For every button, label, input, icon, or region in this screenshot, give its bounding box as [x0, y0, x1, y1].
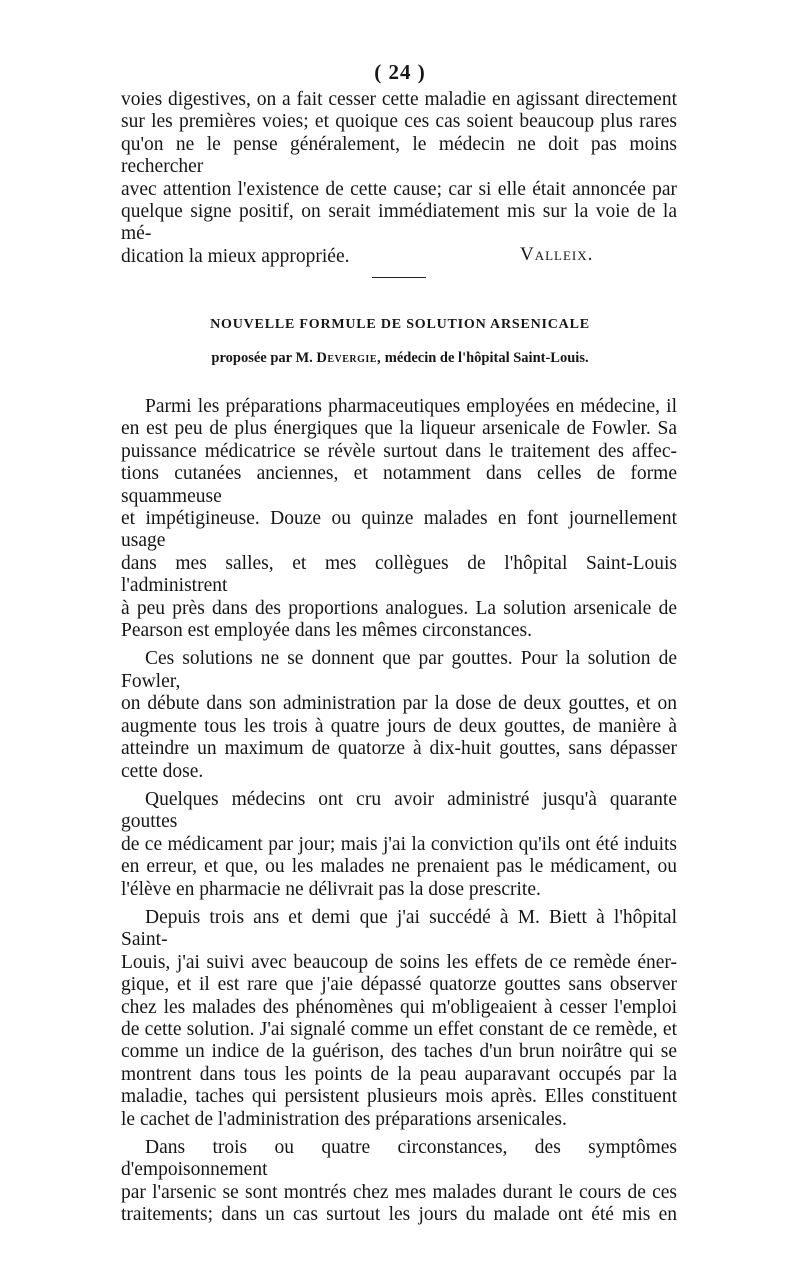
text-line: en est peu de plus énergiques que la liqueur arsenicale de Fowler. Sa: [121, 418, 677, 440]
page-number: ( 24 ): [374, 60, 426, 84]
subtitle-suffix: médecin de l'hôpital Saint-Louis.: [384, 350, 589, 366]
text-line: à peu près dans des proportions analogues. La solution arsenicale de: [121, 597, 677, 619]
text-line: par l'arsenic se sont montrés chez mes malades durant le cours de ces: [121, 1181, 677, 1203]
text-line: tions cutanées anciennes, et notamment dans celles de forme squammeuse: [121, 463, 677, 507]
text-line: Ces solutions ne se donnent que par gouttes. Pour la solution de Fowler,: [121, 648, 677, 692]
article-subtitle: [0, 350, 800, 367]
body-paragraph: [121, 396, 677, 642]
text-line: quelque signe positif, on serait immédiatement mis sur la voie de la mé-: [121, 201, 677, 245]
text-line: Dans trois ou quatre circonstances, des symptômes d'empoisonnement: [121, 1137, 677, 1181]
subtitle-author: Devergie,: [316, 350, 382, 366]
text-line: de ce médicament par jour; mais j'ai la conviction qu'ils ont été induits: [121, 833, 677, 855]
body-paragraph: [121, 907, 677, 1131]
text-line: on débute dans son administration par la dose de deux gouttes, et on: [121, 693, 677, 715]
text-line: l'élève en pharmacie ne délivrait pas la dose prescrite.: [121, 878, 541, 900]
text-line: gique, et il est rare que j'aie dépassé quatorze gouttes sans observer: [121, 974, 677, 996]
subtitle-prefix: proposée par M.: [211, 350, 313, 366]
text-line: puissance médicatrice se révèle surtout dans le traitement des affec-: [121, 440, 677, 462]
article-title: NOUVELLE FORMULE DE SOLUTION ARSENICALE: [210, 317, 590, 332]
intro-paragraph: [121, 89, 677, 268]
text-line: dans mes salles, et mes collègues de l'hôpital Saint-Louis l'administrent: [121, 552, 677, 597]
section-divider: [372, 277, 426, 278]
text-line: Parmi les préparations pharmaceutiques employées en médecine, il: [145, 396, 677, 417]
body-paragraph: [121, 1137, 677, 1227]
text-line: augmente tous les trois à quatre jours de deux gouttes, de manière à: [121, 715, 677, 737]
text-line: le cachet de l'administration des préparations arsenicales.: [121, 1108, 567, 1130]
text-line: comme un indice de la guérison, des taches d'un brun noirâtre qui se: [121, 1041, 677, 1063]
text-line: maladie, taches qui persistent plusieurs mois après. Elles constituent: [121, 1086, 677, 1108]
text-line: chez les malades des phénomènes qui m'obligeaient à cesser l'emploi: [121, 996, 677, 1018]
text-line: sur les premières voies; et quoique ces cas soient beaucoup plus rares: [121, 111, 677, 133]
text-line: qu'on ne le pense généralement, le médecin ne doit pas moins rechercher: [121, 133, 677, 178]
text-line: Louis, j'ai suivi avec beaucoup de soins les effets de ce remède éner-: [121, 951, 677, 973]
text-line: de cette solution. J'ai signalé comme un effet constant de ce remède, et: [121, 1018, 677, 1040]
text-line: Quelques médecins ont cru avoir administré jusqu'à quarante gouttes: [121, 788, 677, 833]
author-signature: Valleix.: [520, 244, 594, 265]
text-line: Depuis trois ans et demi que j'ai succédé à M. Biett à l'hôpital Saint-: [121, 906, 677, 951]
text-line: traitements; dans un cas surtout les jours du malade ont été mis en: [121, 1204, 677, 1226]
text-line: avec attention l'existence de cette cause; car si elle était annoncée par: [121, 178, 677, 200]
text-line: montrent dans tous les points de la peau auparavant occupés par la: [121, 1063, 677, 1085]
text-line: cette dose.: [121, 760, 204, 782]
body-paragraph: [121, 789, 677, 901]
body-paragraph: [121, 648, 677, 782]
text-line: voies digestives, on a fait cesser cette maladie en agissant directement: [121, 89, 677, 110]
text-line: et impétigineuse. Douze ou quinze malades en font journellement usage: [121, 508, 677, 552]
text-line: atteindre un maximum de quatorze à dix-huit gouttes, sans dépasser: [121, 738, 677, 760]
article-body: [121, 396, 677, 1227]
text-line: Pearson est employée dans les mêmes circonstances.: [121, 620, 532, 642]
text-line: dication la mieux appropriée.: [121, 245, 350, 267]
text-line: en erreur, et que, ou les malades ne prenaient pas le médicament, ou: [121, 856, 677, 878]
